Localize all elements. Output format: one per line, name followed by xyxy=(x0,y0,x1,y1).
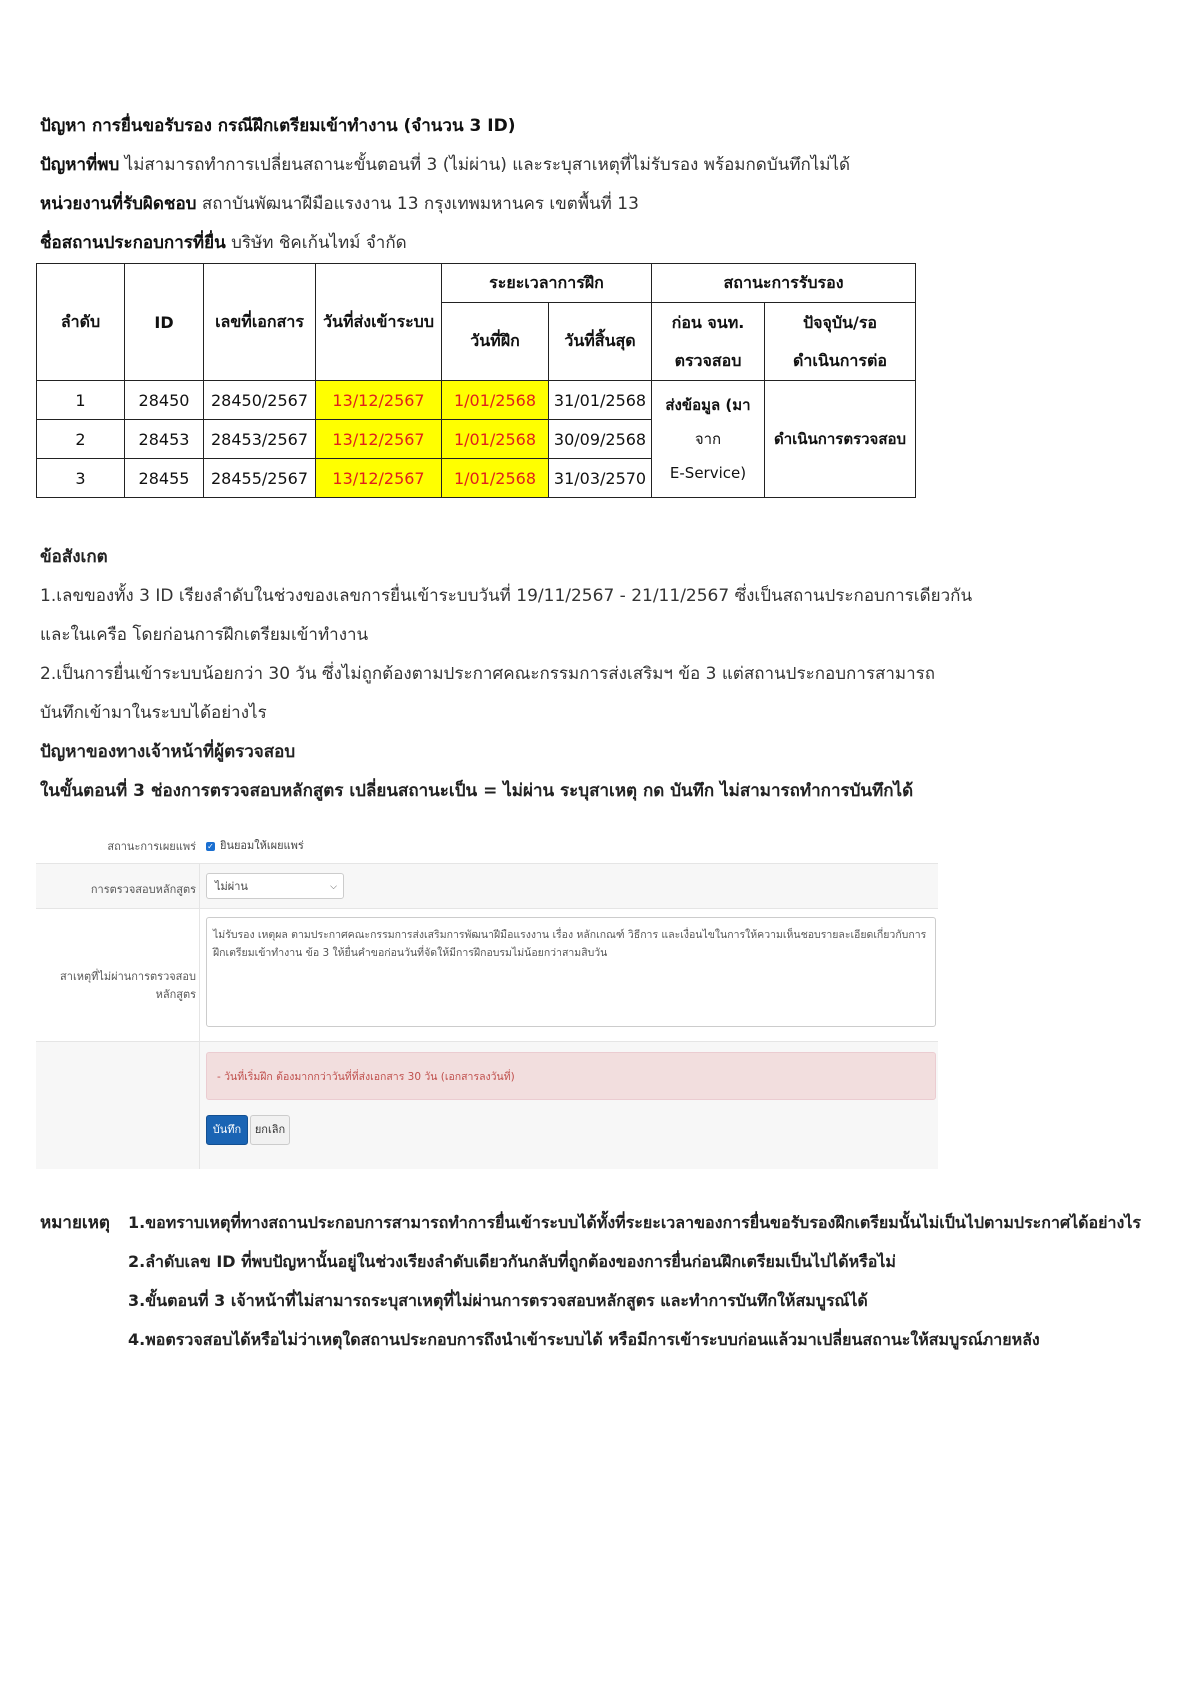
publish-row xyxy=(36,823,938,863)
reason-label: สาเหตุที่ไม่ผ่านการตรวจสอบหลักสูตร xyxy=(60,970,196,1001)
remark-item: 4.พอตรวจสอบได้หรือไม่ว่าเหตุใดสถานประกอบการถึงนำเข้าระบบได้ หรือมีการเข้าระบบก่อนแล้วมาเปลี่ยนสถานะให้สมบูรณ์ภายหลัง xyxy=(128,1330,1040,1349)
col-before-header: ก่อน จนท. ตรวจสอบ xyxy=(652,303,765,381)
cell-status-before: ส่งข้อมูล (มา จาก E-Service) xyxy=(652,381,765,498)
certification-table xyxy=(36,263,916,498)
course-review-row xyxy=(36,863,938,909)
officer-problem-heading: ปัญหาของทางเจ้าหน้าที่ผู้ตรวจสอบ xyxy=(40,742,296,762)
reason-row xyxy=(36,908,938,1042)
remark-item: 2.ลำดับเลข ID ที่พบปัญหานั้นอยู่ในช่วงเรียงลำดับเดียวกันกลับที่ถูกต้องของการยื่นก่อนฝึกเตรียมเป็นไปได้หรือไม่ xyxy=(128,1252,896,1271)
table-row xyxy=(37,381,916,420)
chevron-down-icon: ⌵ xyxy=(330,882,337,892)
company-line xyxy=(40,231,407,255)
reason-textarea[interactable]: ไม่รับรอง เหตุผล ตามประกาศคณะกรรมการส่งเสริมการพัฒนาฝีมือแรงงาน เรื่อง หลักเกณฑ์ วิธีการ และเงื่อนไขในการให้ความเห็นชอบรายละเอียดเกี่ยวกับการฝึกเตรียมเข้าทำงาน ข้อ 3 ให้ยื่นคำขอก่อนวันที่จัดให้มีการฝึกอบรมไม่น้อยกว่าสามสิบวัน xyxy=(206,917,936,1027)
remark-item: 3.ขั้นตอนที่ 3 เจ้าหน้าที่ไม่สามารถระบุสาเหตุที่ไม่ผ่านการตรวจสอบหลักสูตร และทำการบันทึกให้สมบูรณ์ได้ xyxy=(128,1291,868,1310)
company-label: ชื่อสถานประกอบการที่ยื่น xyxy=(40,233,226,253)
cell-end: 31/03/2570 xyxy=(549,459,652,498)
course-review-label: การตรวจสอบหลักสูตร xyxy=(90,883,196,896)
cell-start: 1/01/2568 xyxy=(442,420,549,459)
group-period-header: ระยะเวลาการฝึก xyxy=(442,264,652,303)
problem-line xyxy=(40,153,850,177)
problem-label: ปัญหาที่พบ xyxy=(40,155,120,175)
row-divider xyxy=(199,909,200,1042)
col-train-end-header: วันที่สิ้นสุด xyxy=(549,303,652,381)
cell-status-current: ดำเนินการตรวจสอบ xyxy=(765,381,916,498)
document-title: ปัญหา การยื่นขอรับรอง กรณีฝึกเตรียมเข้าทำงาน (จำนวน 3 ID) xyxy=(40,116,516,136)
row-divider xyxy=(199,864,200,909)
action-row xyxy=(36,1041,938,1169)
cell-seq: 2 xyxy=(37,420,125,459)
col-seq-header: ลำดับ xyxy=(37,264,125,381)
publish-checkbox[interactable] xyxy=(206,836,304,854)
cell-submit: 13/12/2567 xyxy=(316,420,442,459)
col-submit-header: วันที่ส่งเข้าระบบ xyxy=(316,264,442,381)
agency-text: สถาบันพัฒนาฝีมือแรงงาน 13 กรุงเทพมหานคร เขตพื้นที่ 13 xyxy=(201,194,639,214)
cancel-button[interactable]: ยกเลิก xyxy=(250,1115,290,1145)
cell-end: 30/09/2568 xyxy=(549,420,652,459)
group-status-header: สถานะการรับรอง xyxy=(652,264,916,303)
course-review-value: ไม่ผ่าน xyxy=(215,880,248,893)
observation-line: 1.เลขของทั้ง 3 ID เรียงลำดับในช่วงของเลขการยื่นเข้าระบบวันที่ 19/11/2567 - 21/11/2567 ซึ่งเป็นสถานประกอบการเดียวกัน xyxy=(40,586,973,606)
course-review-form xyxy=(36,823,938,1168)
agency-line xyxy=(40,192,639,216)
observation-line: 2.เป็นการยื่นเข้าระบบน้อยกว่า 30 วัน ซึ่งไม่ถูกต้องตามประกาศคณะกรรมการส่งเสริมฯ ข้อ 3 แต่สถานประกอบการสามารถ xyxy=(40,664,936,684)
company-text: บริษัท ชิคเก้นไทม์ จำกัด xyxy=(231,233,407,253)
agency-label: หน่วยงานที่รับผิดชอบ xyxy=(40,194,197,214)
col-train-start-header: วันที่ฝึก xyxy=(442,303,549,381)
cell-start: 1/01/2568 xyxy=(442,459,549,498)
remark-item: 1.ขอทราบเหตุที่ทางสถานประกอบการสามารถทำการยื่นเข้าระบบได้ทั้งที่ระยะเวลาของการยื่นขอรับรองฝึกเตรียมนั้นไม่เป็นไปตามประกาศได้อย่างไร xyxy=(128,1213,1141,1232)
col-id-header: ID xyxy=(125,264,204,381)
cell-id: 28453 xyxy=(125,420,204,459)
observations-heading: ข้อสังเกต xyxy=(40,547,108,567)
cell-id: 28450 xyxy=(125,381,204,420)
col-current-header: ปัจจุบัน/รอ ดำเนินการต่อ xyxy=(765,303,916,381)
cell-submit: 13/12/2567 xyxy=(316,459,442,498)
cell-doc: 28453/2567 xyxy=(204,420,316,459)
observation-line: และในเครือ โดยก่อนการฝึกเตรียมเข้าทำงาน xyxy=(40,625,369,645)
cell-doc: 28450/2567 xyxy=(204,381,316,420)
officer-problem-text: ในขั้นตอนที่ 3 ช่องการตรวจสอบหลักสูตร เปลี่ยนสถานะเป็น = ไม่ผ่าน ระบุสาเหตุ กด บันทึก ไม่สามารถทำการบันทึกได้ xyxy=(40,781,914,801)
checkbox-checked-icon: ✓ xyxy=(207,841,214,851)
col-doc-header: เลขที่เอกสาร xyxy=(204,264,316,381)
cell-seq: 3 xyxy=(37,459,125,498)
publish-checkbox-label: ยินยอมให้เผยแพร่ xyxy=(220,839,304,852)
publish-label: สถานะการเผยแพร่ xyxy=(107,840,196,853)
cell-start: 1/01/2568 xyxy=(442,381,549,420)
cell-id: 28455 xyxy=(125,459,204,498)
cell-doc: 28455/2567 xyxy=(204,459,316,498)
problem-text: ไม่สามารถทำการเปลี่ยนสถานะขั้นตอนที่ 3 (ไม่ผ่าน) และระบุสาเหตุที่ไม่รับรอง พร้อมกดบันทึกไม่ได้ xyxy=(124,155,851,175)
observation-line: บันทึกเข้ามาในระบบได้อย่างไร xyxy=(40,703,267,723)
error-alert: - วันที่เริ่มฝึก ต้องมากกว่าวันที่ที่ส่งเอกสาร 30 วัน (เอกสารลงวันที่) xyxy=(206,1052,936,1100)
row-divider xyxy=(199,1042,200,1169)
save-button[interactable]: บันทึก xyxy=(206,1115,248,1145)
cell-seq: 1 xyxy=(37,381,125,420)
course-review-select[interactable] xyxy=(206,873,344,899)
cell-end: 31/01/2568 xyxy=(549,381,652,420)
remarks-label: หมายเหตุ xyxy=(40,1213,110,1233)
cell-submit: 13/12/2567 xyxy=(316,381,442,420)
